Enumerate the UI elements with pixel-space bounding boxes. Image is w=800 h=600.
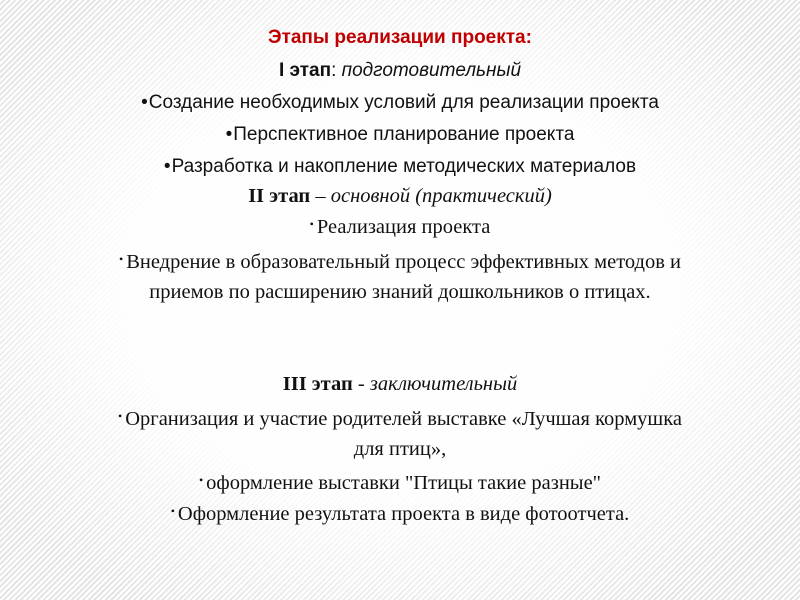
stage3-item-continuation: для птиц», xyxy=(353,438,447,460)
stage3-item: • Организация и участие родителей выставке «Лучшая кормушка xyxy=(118,408,682,430)
stage1-heading: I этап xyxy=(278,60,332,81)
stage2-item: • Внедрение в образовательный процесс эффективных методов и xyxy=(118,251,682,273)
bullet-icon: • xyxy=(118,252,124,266)
stage1-subtitle: подготовительный xyxy=(341,60,522,81)
bullet-icon: • xyxy=(170,504,175,518)
stage1-separator: : xyxy=(331,60,337,81)
stage1-header xyxy=(0,60,800,82)
stage2-subtitle: основной (практический) xyxy=(330,185,552,207)
stage3-heading: III этап xyxy=(282,373,353,395)
stage3-header xyxy=(0,373,800,396)
stage3-item: • оформление выставки "Птицы такие разные" xyxy=(198,472,602,494)
bullet-icon: • xyxy=(141,92,148,113)
stage2-separator: – xyxy=(315,185,326,207)
stage2-item-continuation: приемов по расширению знаний дошкольников о птицах. xyxy=(149,281,651,303)
stage2-item: • Реализация проекта xyxy=(309,216,491,238)
stage1-item: •Создание необходимых условий для реализации проекта xyxy=(141,92,659,113)
bullet-icon: • xyxy=(225,124,233,145)
stage3-subtitle: заключительный xyxy=(369,373,518,395)
stage3-separator: - xyxy=(357,373,365,395)
stage2-header xyxy=(0,185,800,208)
bullet-icon: • xyxy=(309,217,314,231)
bullet-icon: • xyxy=(163,156,171,177)
bullet-icon: • xyxy=(118,409,123,423)
stage1-item: •Перспективное планирование проекта xyxy=(225,124,575,145)
stage2-heading: II этап xyxy=(248,185,311,207)
stage1-item: •Разработка и накопление методических материалов xyxy=(163,156,637,177)
stage3-item: • Оформление результата проекта в виде фотоотчета. xyxy=(170,503,630,525)
slide-title: Этапы реализации проекта: xyxy=(268,27,532,48)
bullet-icon: • xyxy=(198,473,204,487)
